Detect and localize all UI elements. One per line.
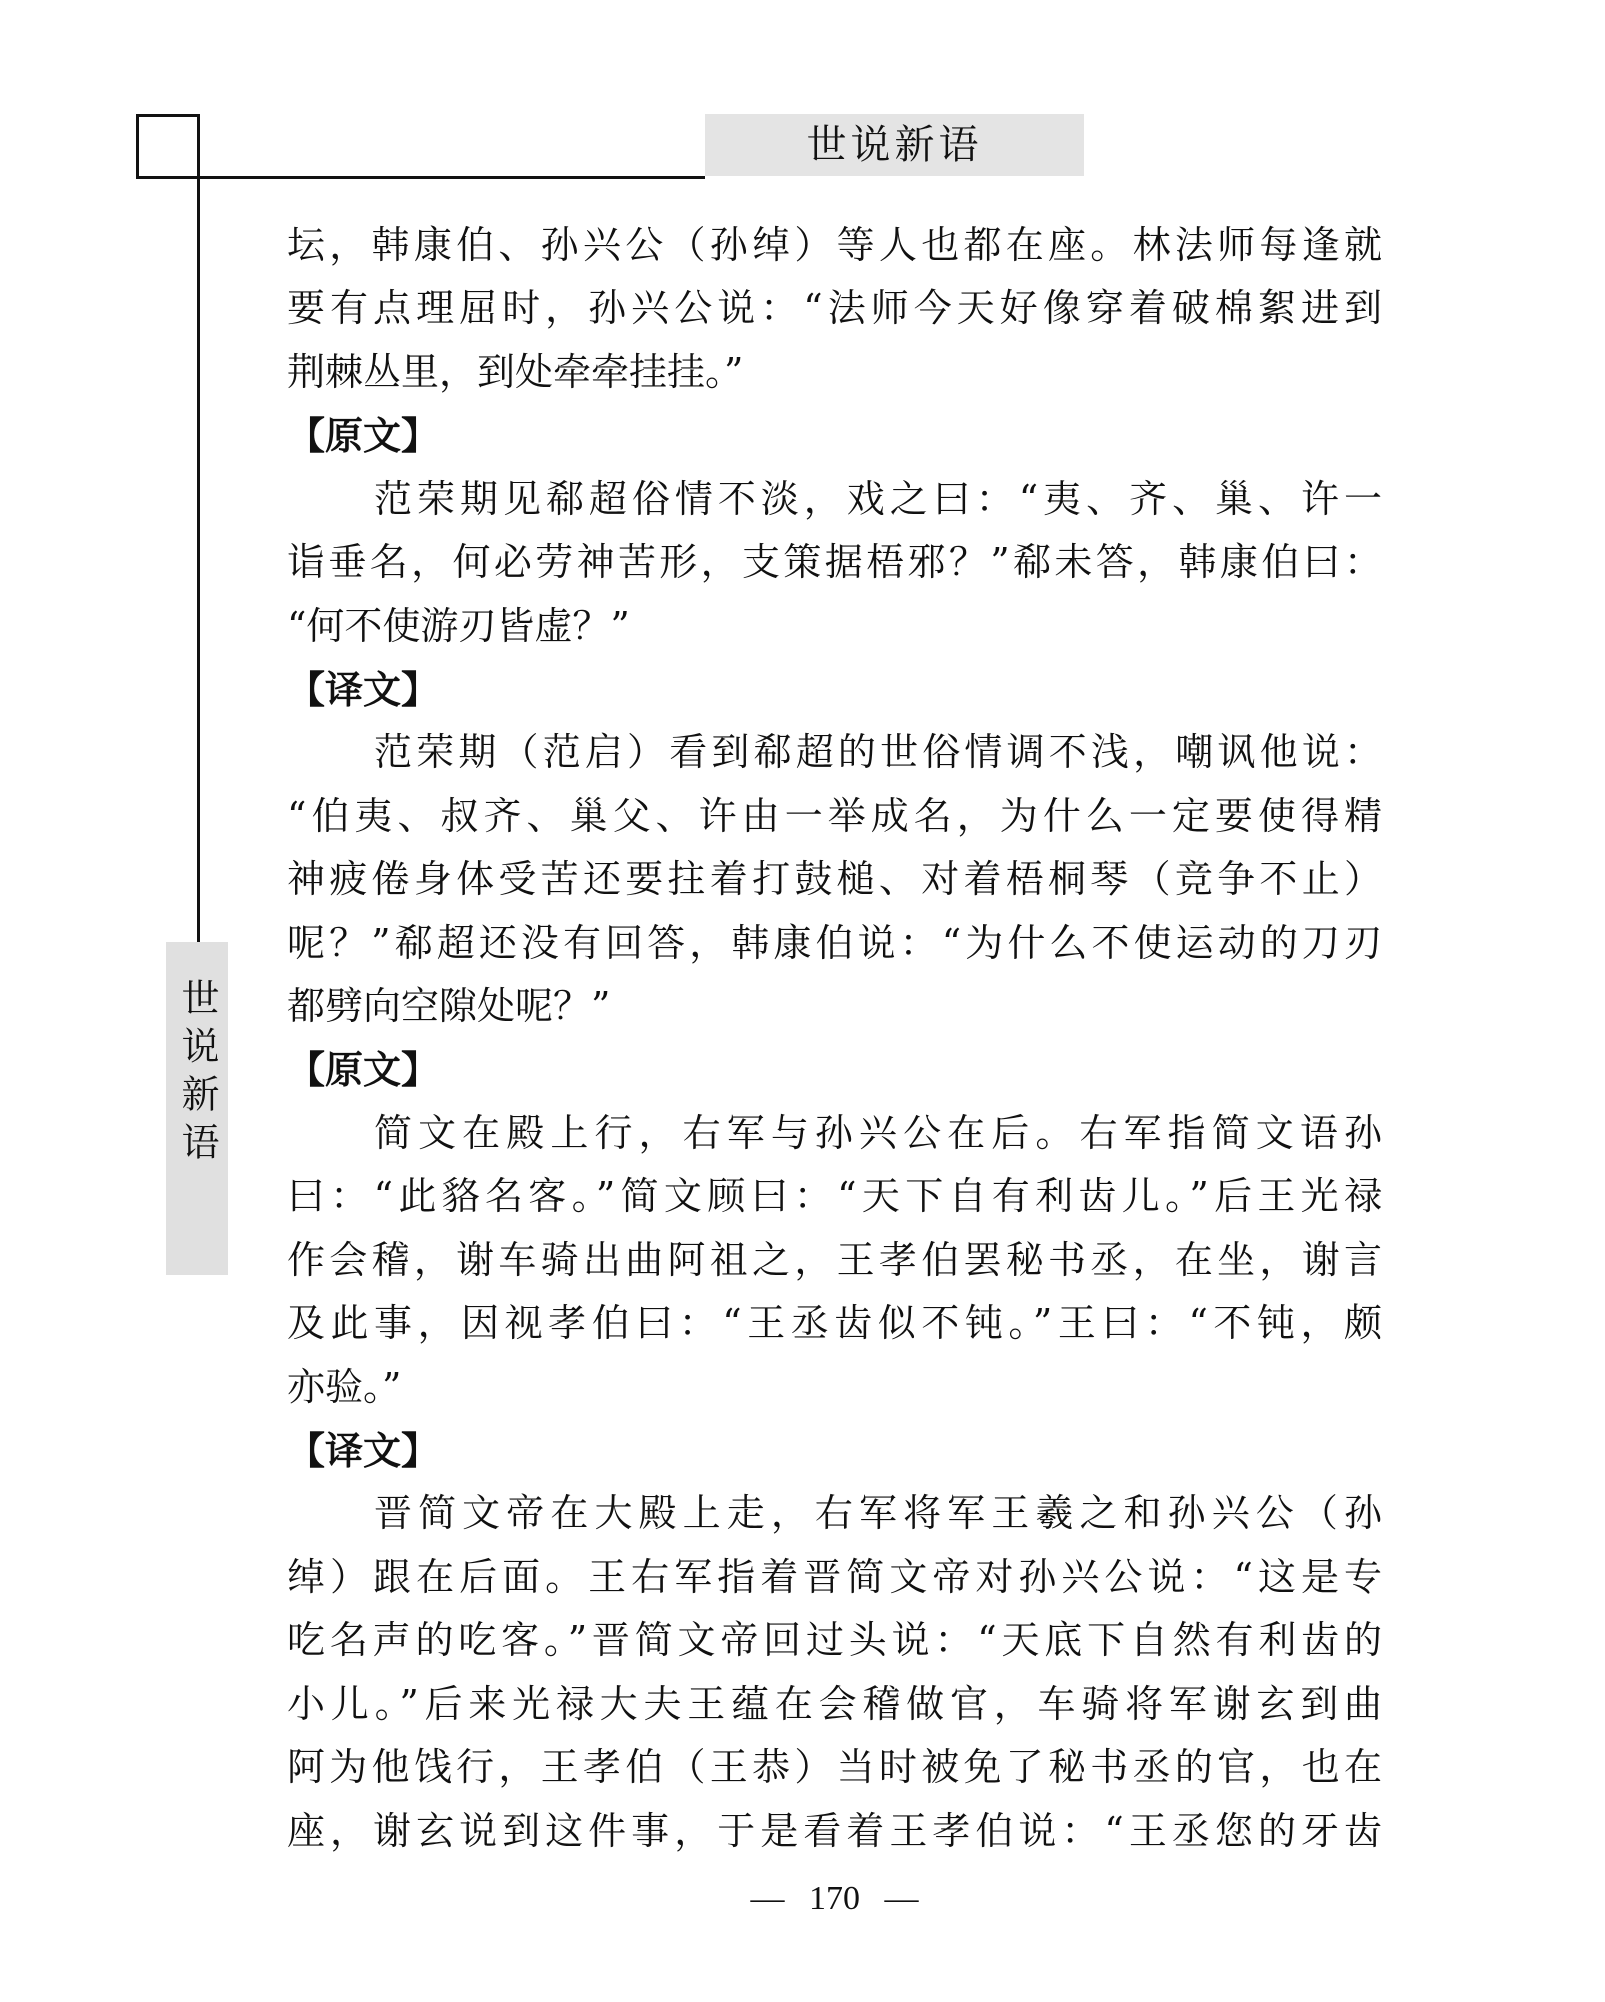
text-line: “伯夷、叔齐、巢父、许由一举成名，为什么一定要使得精: [287, 793, 1382, 838]
text-line: 呢？”郗超还没有回答，韩康伯说：“为什么不使运动的刀刃: [287, 920, 1382, 965]
header-rule: [136, 176, 705, 179]
text-line: 范荣期见郗超俗情不淡，戏之曰：“夷、齐、巢、许一: [374, 476, 1382, 521]
text-line: 作会稽，谢车骑出曲阿祖之，王孝伯罢秘书丞，在坐，谢言: [287, 1237, 1382, 1282]
running-header: [705, 114, 1084, 176]
page-number: — 170 —: [750, 1880, 919, 1917]
running-header-title: 世说新语: [806, 122, 983, 168]
corner-box: [136, 114, 200, 179]
text-line: 都劈向空隙处呢？”: [287, 984, 611, 1029]
section-label: 【译文】: [287, 1428, 440, 1474]
side-tab: [166, 942, 228, 1275]
side-tab-label: 世说新语: [175, 978, 219, 1170]
text-line: 范荣期（范启）看到郗超的世俗情调不浅，嘲讽他说：: [374, 730, 1382, 775]
section-label: 【原文】: [287, 413, 440, 459]
text-line: 曰：“此貉名客。”简文顾曰：“天下自有利齿儿。”后王光禄: [287, 1174, 1382, 1219]
text-line: 阿为他饯行，王孝伯（王恭）当时被免了秘书丞的官，也在: [287, 1745, 1382, 1790]
text-line: 坛，韩康伯、孙兴公（孙绰）等人也都在座。林法师每逢就: [287, 223, 1382, 267]
text-line: 神疲倦身体受苦还要拄着打鼓槌、对着梧桐琴（竞争不止）: [287, 857, 1382, 902]
text-line: 及此事，因视孝伯曰：“王丞齿似不钝。”王曰：“不钝，颇: [287, 1301, 1382, 1346]
margin-rule: [197, 114, 200, 942]
section-label: 【译文】: [287, 666, 440, 712]
text-line: 荆棘丛里，到处牵牵挂挂。”: [287, 349, 744, 394]
section-label: 【原文】: [287, 1047, 440, 1093]
text-line: 吃名声的吃客。”晋简文帝回过头说：“天底下自然有利齿的: [287, 1618, 1382, 1663]
text-line: 亦验。”: [287, 1364, 402, 1409]
text-line: “何不使游刃皆虚？”: [287, 603, 630, 648]
text-line: 小儿。”后来光禄大夫王蕴在会稽做官，车骑将军谢玄到曲: [287, 1681, 1382, 1726]
text-line: 绰）跟在后面。王右军指着晋简文帝对孙兴公说：“这是专: [287, 1554, 1382, 1599]
body-text: [287, 214, 1382, 1863]
text-line: 要有点理屈时，孙兴公说：“法师今天好像穿着破棉絮进到: [287, 286, 1382, 331]
text-line: 简文在殿上行，右军与孙兴公在后。右军指简文语孙: [374, 1110, 1382, 1155]
text-line: 诣垂名，何必劳神苦形，支策据梧邪？”郗未答，韩康伯曰：: [287, 540, 1382, 585]
text-line: 座，谢玄说到这件事，于是看着王孝伯说：“王丞您的牙齿: [287, 1808, 1382, 1853]
text-line: 晋简文帝在大殿上走，右军将军王羲之和孙兴公（孙: [374, 1491, 1382, 1536]
